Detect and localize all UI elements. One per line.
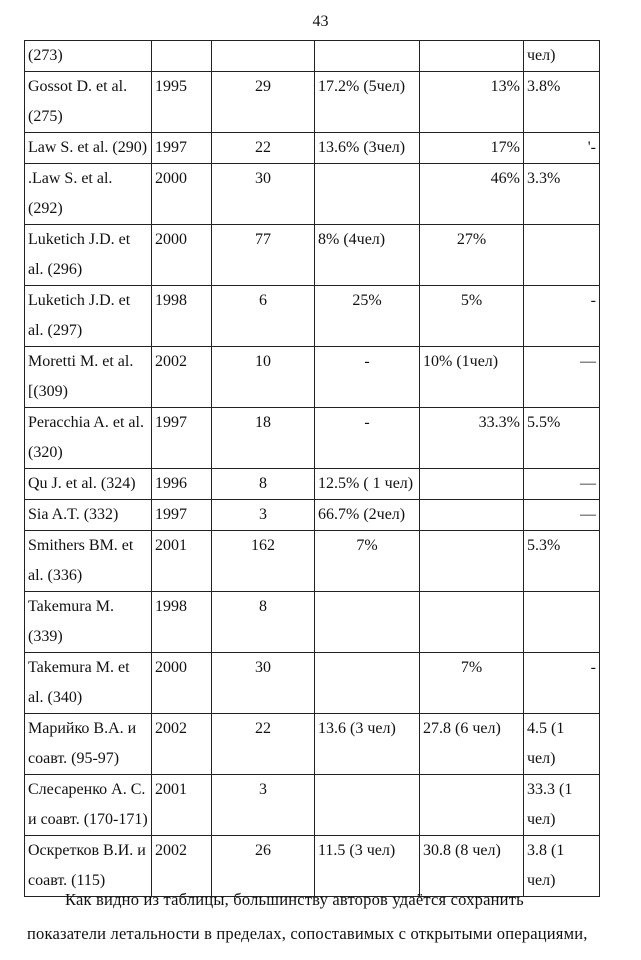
table-row bbox=[25, 653, 600, 714]
table-cell-year: 1997 bbox=[152, 133, 212, 164]
table-cell-complications: 13.6 (3 чел) bbox=[315, 714, 420, 775]
table-cell-patients: 22 bbox=[212, 133, 315, 164]
table-cell-author: .Law S. et al. (292) bbox=[25, 164, 152, 225]
table-cell-morbidity: 46% bbox=[420, 164, 524, 225]
table-cell-morbidity bbox=[420, 531, 524, 592]
table-row bbox=[25, 225, 600, 286]
table-cell-complications: 25% bbox=[315, 286, 420, 347]
results-table-body bbox=[25, 41, 600, 897]
table-cell-morbidity bbox=[420, 775, 524, 836]
table-cell-patients: 18 bbox=[212, 408, 315, 469]
table-cell-author: Smithers BM. et al. (336) bbox=[25, 531, 152, 592]
table-cell-patients: 10 bbox=[212, 347, 315, 408]
table-cell-mortality: 5.3% bbox=[524, 531, 600, 592]
table-cell-morbidity bbox=[420, 500, 524, 531]
table-cell-mortality: 4.5 (1 чел) bbox=[524, 714, 600, 775]
table-cell-author: Luketich J.D. et al. (296) bbox=[25, 225, 152, 286]
table-cell-morbidity: 27.8 (6 чел) bbox=[420, 714, 524, 775]
table-cell-mortality: — bbox=[524, 500, 600, 531]
table-cell-year: 2002 bbox=[152, 836, 212, 897]
table-cell-complications: - bbox=[315, 347, 420, 408]
table-cell-author: Luketich J.D. et al. (297) bbox=[25, 286, 152, 347]
table-cell-author: Law S. et al. (290) bbox=[25, 133, 152, 164]
table-cell-complications bbox=[315, 592, 420, 653]
table-cell-patients: 30 bbox=[212, 653, 315, 714]
table-cell-complications: 66.7% (2чел) bbox=[315, 500, 420, 531]
table-cell-year: 2000 bbox=[152, 225, 212, 286]
table-cell-mortality: 3.8 (1 чел) bbox=[524, 836, 600, 897]
table-cell-year: 2001 bbox=[152, 775, 212, 836]
table-cell-morbidity: 33.3% bbox=[420, 408, 524, 469]
table-cell-patients: 26 bbox=[212, 836, 315, 897]
table-cell-year: 1998 bbox=[152, 286, 212, 347]
table-cell-mortality: - bbox=[524, 653, 600, 714]
table-cell-author: (273) bbox=[25, 41, 152, 72]
table-cell-complications bbox=[315, 164, 420, 225]
table-cell-complications: 11.5 (3 чел) bbox=[315, 836, 420, 897]
table-cell-morbidity bbox=[420, 469, 524, 500]
table-cell-complications: 8% (4чел) bbox=[315, 225, 420, 286]
table-row bbox=[25, 469, 600, 500]
table-cell-author: Qu J. et al. (324) bbox=[25, 469, 152, 500]
table-cell-author: Оскретков В.И. и соавт. (115) bbox=[25, 836, 152, 897]
table-cell-year: 2000 bbox=[152, 653, 212, 714]
table-cell-patients: 162 bbox=[212, 531, 315, 592]
table-cell-morbidity: 7% bbox=[420, 653, 524, 714]
table-cell-mortality: — bbox=[524, 347, 600, 408]
table-cell-year: 2002 bbox=[152, 347, 212, 408]
table-cell-mortality: 3.3% bbox=[524, 164, 600, 225]
table-cell-mortality: — bbox=[524, 469, 600, 500]
table-cell-author: Gossot D. et al. (275) bbox=[25, 72, 152, 133]
table-row bbox=[25, 408, 600, 469]
table-cell-year: 1997 bbox=[152, 500, 212, 531]
table-row bbox=[25, 347, 600, 408]
table-cell-author: Слесаренко А. С. и соавт. (170-171) bbox=[25, 775, 152, 836]
table-row bbox=[25, 164, 600, 225]
table-row bbox=[25, 133, 600, 164]
table-cell-patients bbox=[212, 41, 315, 72]
table-row bbox=[25, 714, 600, 775]
table-cell-year bbox=[152, 41, 212, 72]
table-cell-morbidity: 17% bbox=[420, 133, 524, 164]
table-cell-morbidity: 27% bbox=[420, 225, 524, 286]
table-cell-morbidity: 5% bbox=[420, 286, 524, 347]
table-cell-complications: 13.6% (3чел) bbox=[315, 133, 420, 164]
table-cell-patients: 8 bbox=[212, 592, 315, 653]
table-cell-mortality: '- bbox=[524, 133, 600, 164]
table-cell-patients: 6 bbox=[212, 286, 315, 347]
table-cell-complications: 12.5% ( 1 чел) bbox=[315, 469, 420, 500]
table-cell-patients: 30 bbox=[212, 164, 315, 225]
table-row bbox=[25, 41, 600, 72]
table-cell-author: Takemura M. (339) bbox=[25, 592, 152, 653]
table-cell-complications: 7% bbox=[315, 531, 420, 592]
table-cell-complications: - bbox=[315, 408, 420, 469]
table-cell-mortality: 3.8% bbox=[524, 72, 600, 133]
table-cell-year: 2000 bbox=[152, 164, 212, 225]
table-cell-year: 1995 bbox=[152, 72, 212, 133]
table-cell-author: Takemura M. et al. (340) bbox=[25, 653, 152, 714]
table-cell-patients: 8 bbox=[212, 469, 315, 500]
page-number: 43 bbox=[312, 13, 329, 30]
table-row bbox=[25, 775, 600, 836]
table-cell-mortality: 33.3 (1 чел) bbox=[524, 775, 600, 836]
table-row bbox=[25, 531, 600, 592]
table-cell-mortality: 5.5% bbox=[524, 408, 600, 469]
table-cell-mortality bbox=[524, 225, 600, 286]
table-cell-year: 1996 bbox=[152, 469, 212, 500]
table-cell-patients: 29 bbox=[212, 72, 315, 133]
table-cell-patients: 3 bbox=[212, 775, 315, 836]
table-cell-author: Peracchia A. et al. (320) bbox=[25, 408, 152, 469]
table-cell-year: 1998 bbox=[152, 592, 212, 653]
table-row bbox=[25, 286, 600, 347]
table-cell-mortality: - bbox=[524, 286, 600, 347]
table-cell-year: 2002 bbox=[152, 714, 212, 775]
body-paragraph: Как видно из таблицы, большинству авторов удаётся сохранить показатели летальности в пределах, сопоставимых с открытыми операциями, bbox=[27, 889, 588, 943]
table-cell-author: Sia A.T. (332) bbox=[25, 500, 152, 531]
table-cell-mortality bbox=[524, 592, 600, 653]
table-cell-author: Moretti M. et al. [(309) bbox=[25, 347, 152, 408]
table-cell-complications bbox=[315, 41, 420, 72]
table-cell-complications bbox=[315, 775, 420, 836]
table-cell-complications: 17.2% (5чел) bbox=[315, 72, 420, 133]
table-cell-morbidity: 10% (1чел) bbox=[420, 347, 524, 408]
table-cell-year: 1997 bbox=[152, 408, 212, 469]
table-row bbox=[25, 72, 600, 133]
table-row bbox=[25, 500, 600, 531]
table-cell-author: Марийко В.А. и соавт. (95-97) bbox=[25, 714, 152, 775]
table-cell-morbidity bbox=[420, 592, 524, 653]
table-cell-patients: 3 bbox=[212, 500, 315, 531]
table-cell-patients: 22 bbox=[212, 714, 315, 775]
table-cell-morbidity: 30.8 (8 чел) bbox=[420, 836, 524, 897]
results-table bbox=[24, 40, 600, 897]
table-row bbox=[25, 592, 600, 653]
table-cell-morbidity bbox=[420, 41, 524, 72]
table-cell-patients: 77 bbox=[212, 225, 315, 286]
table-cell-morbidity: 13% bbox=[420, 72, 524, 133]
table-cell-mortality: чел) bbox=[524, 41, 600, 72]
table-cell-year: 2001 bbox=[152, 531, 212, 592]
table-cell-complications bbox=[315, 653, 420, 714]
